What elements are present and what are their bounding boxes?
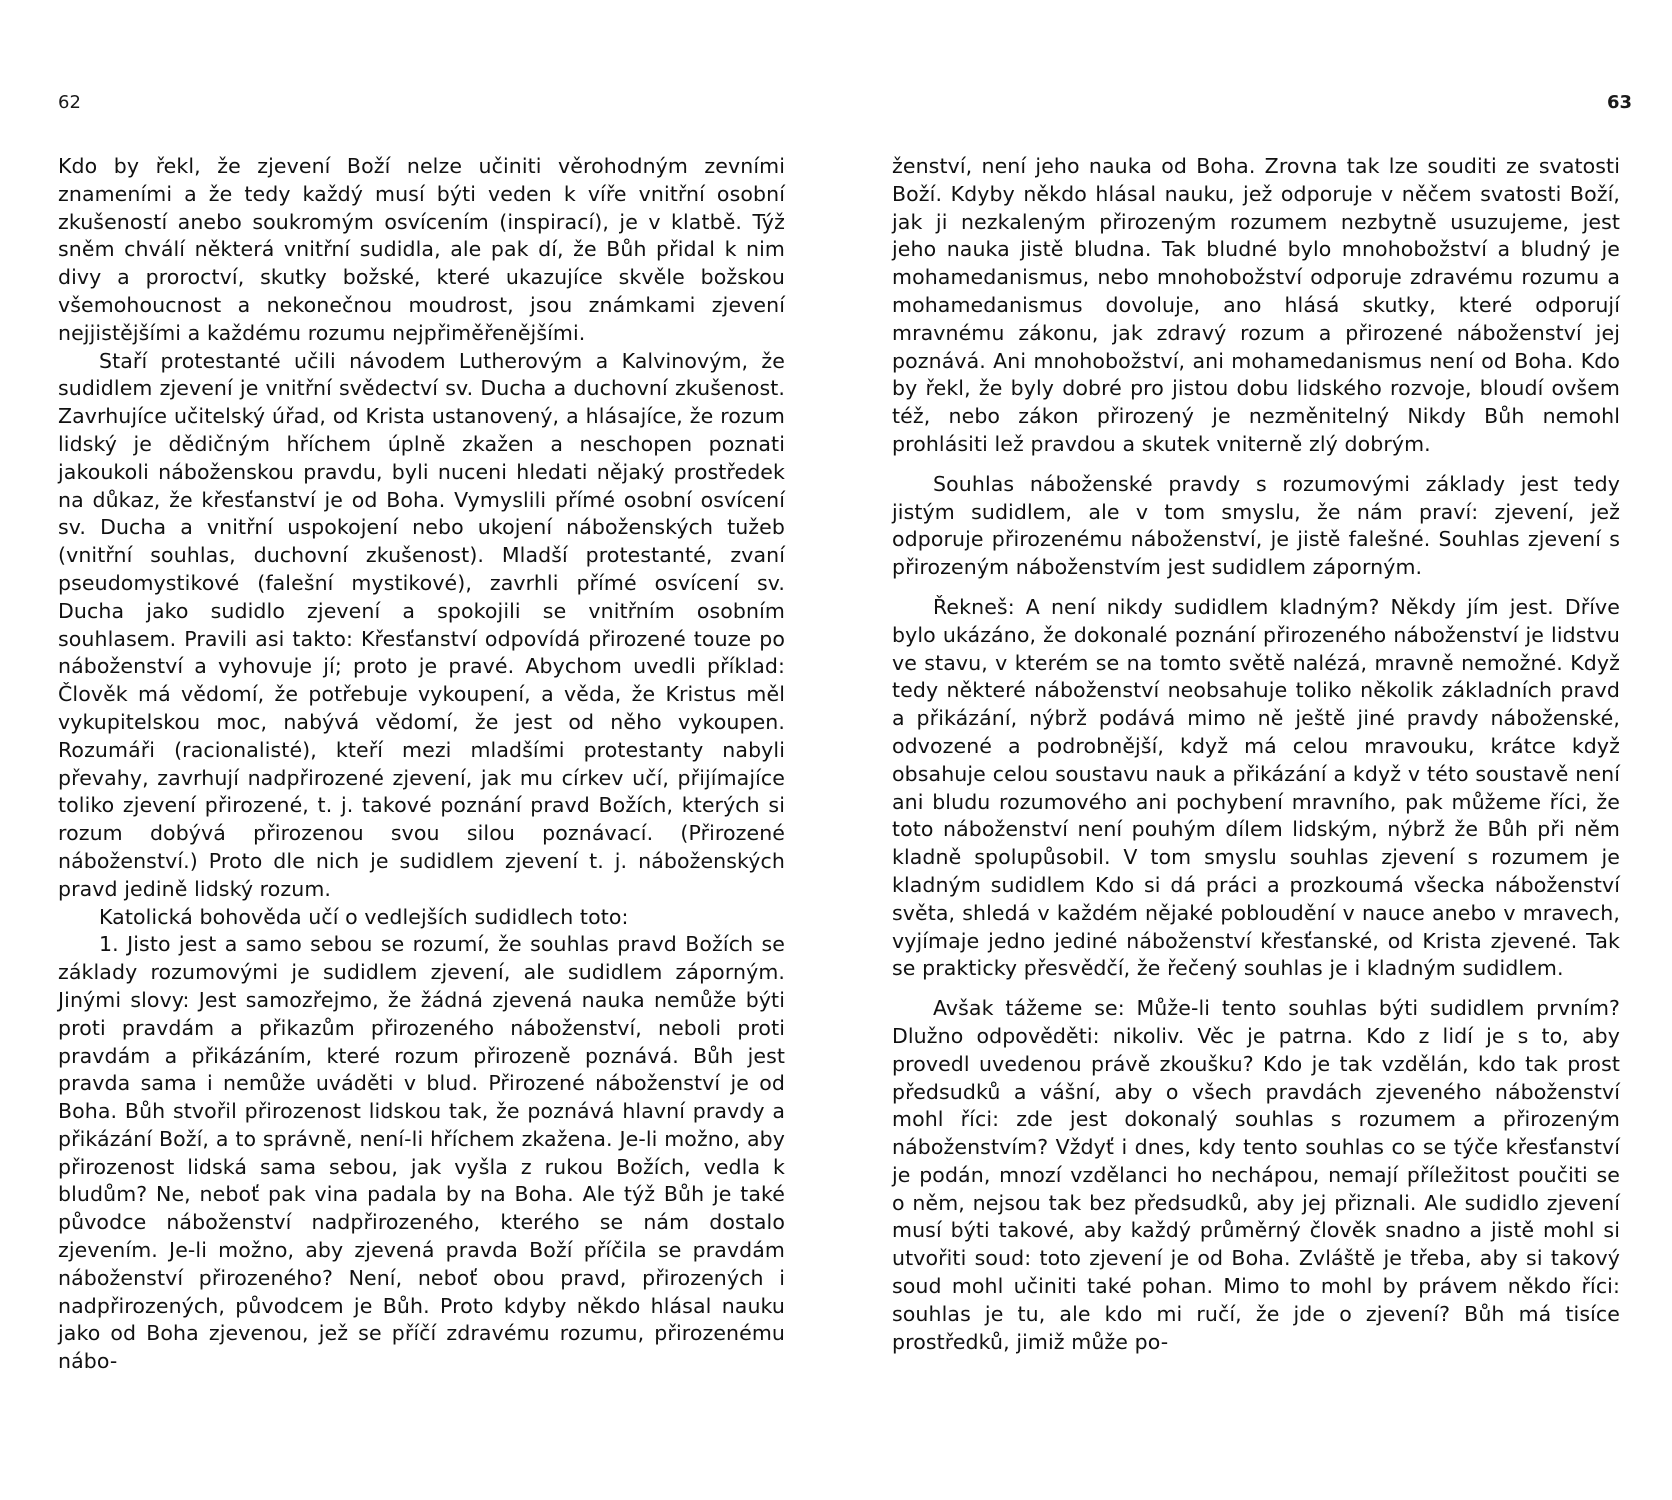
- right-page: [836, 0, 1672, 1500]
- left-page-text-column: [58, 153, 785, 1376]
- paragraph: Katolická bohověda učí o vedlejších sudidlech toto:: [99, 904, 629, 929]
- paragraph: Kdo by řekl, že zjevení Boží nelze učiniti věrohodným zevními znameními a že tedy každý musí býti veden k víře vnitřní osobní zkušeností anebo soukromým osvícením (inspirací), je v klatbě. Týž sněm chválí některá vnitřní sudidla, ale pak dí, že Bůh přidal k nim divy a proroctví, skutky božské, které ukazujíce skvěle božskou všemohoucnost a nekonečnou moudrost, jsou známkami zjevení nejjistějšími a každému rozumu nejpřiměřenějšími.: [58, 154, 785, 345]
- paragraph: Souhlas náboženské pravdy s rozumovými základy jest tedy jistým sudidlem, ale v tom smyslu, že nám praví: zjevení, jež odporuje přirozenému náboženství, je jistě falešné. Souhlas zjevení s přirozeným náboženstvím jest sudidlem záporným.: [892, 471, 1620, 580]
- paragraph: Řekneš: A není nikdy sudidlem kladným? Někdy jím jest. Dříve bylo ukázáno, že dokonalé poznání přirozeného náboženství je lidstvu ve stavu, v kterém se na tomto světě nalézá, mravně nemožné. Když tedy některé náboženství neobsahuje toliko několik základních pravd a přikázání, nýbrž podává mimo ně ještě jiné pravdy náboženské, odvozené a podrobnější, když má celou mravouku, krátce když obsahuje celou soustavu nauk a přikázání a když v této soustavě není ani bludu rozumového ani pochybení mravního, pak můžeme říci, že toto náboženství není pouhým dílem lidským, nýbrž že Bůh při něm kladně spolupůsobil. V tom smyslu souhlas zjevení s rozumem je kladným sudidlem Kdo si dá práci a prozkoumá všecka náboženství světa, shledá v každém nějaké pobloudění v nauce anebo v mravech, vyjímaje jedno jediné náboženství křesťanské, od Krista zjevené. Tak se prakticky přesvědčí, že řečený souhlas je i kladným sudidlem.: [892, 594, 1620, 981]
- page-number-left: 62: [58, 92, 81, 113]
- paragraph: ženství, není jeho nauka od Boha. Zrovna tak lze souditi ze svatosti Boží. Kdyby někdo hlásal nauku, jež odporuje v něčem svatosti Boží, jak ji nezkaleným přirozeným rozumem nezbytně usuzujeme, jest jeho nauka jistě bludna. Tak bludné bylo mnohobožství a bludný je mohamedanismus, nebo mnohobožství odporuje zdravému rozumu a mohamedanismus dovoluje, ano hlásá skutky, které odporují mravnému zákonu, jak zdravý rozum a přirozené náboženství jej poznává. Ani mnohobožství, ani mohamedanismus není od Boha. Kdo by řekl, že byly dobré pro jistou dobu lidského rozvoje, bloudí ovšem též, nebo zákon přirozený je nezměnitelný Nikdy Bůh nemohl prohlásiti lež pravdou a skutek vniterně zlý dobrým.: [892, 154, 1620, 456]
- page-number-right: 63: [1606, 92, 1632, 113]
- right-page-text-column: [892, 153, 1620, 1356]
- paragraph: Avšak tážeme se: Může-li tento souhlas býti sudidlem prvním? Dlužno odpověděti: nikoliv. Věc je patrna. Kdo z lidí je s to, aby provedl uvedenou právě zkoušku? Kdo je tak vzdělán, kdo tak prost předsudků a vášní, aby o všech pravdách zjeveného náboženství mohl říci: zde jest dokonalý souhlas s rozumem a přirozeným náboženstvím? Vždyť i dnes, kdy tento souhlas co se týče křesťanství je podán, mnozí vzdělanci ho nechápou, nemají příležitost poučiti se o něm, nejsou tak bez předsudků, aby jej přiznali. Ale sudidlo zjevení musí býti takové, aby každý průměrný člověk snadno a jistě mohl si utvořiti soud: toto zjevení je od Boha. Zvláště je třeba, aby si takový soud mohl učiniti také pohan. Mimo to mohl by právem někdo říci: souhlas je tu, ale kdo mi ručí, že jde o zjevení? Bůh má tisíce prostředků, jimiž může po-: [892, 996, 1620, 1354]
- paragraph: Staří protestanté učili návodem Lutherovým a Kalvinovým, že sudidlem zjevení je vnitřní svědectví sv. Ducha a duchovní zkušenost. Zavrhujíce učitelský úřad, od Krista ustanovený, a hlásajíce, že rozum lidský je dědičným hříchem úplně zkažen a neschopen poznati jakoukoli náboženskou pravdu, byli nuceni hledati nějaký prostředek na důkaz, že křesťanství je od Boha. Vymyslili přímé osobní osvícení sv. Ducha a vnitřní uspokojení nebo ukojení náboženských tužeb (vnitřní souhlas, duchovní zkušenost). Mladší protestanté, zvaní pseudomystikové (falešní mystikové), zavrhli přímé osvícení sv. Ducha jako sudidlo zjevení a spokojili se vnitřním osobním souhlasem. Pravili asi takto: Křesťanství odpovídá přirozené touze po náboženství a vyhovuje jí; proto je pravé. Abychom uvedli příklad: Člověk má vědomí, že potřebuje vykoupení, a věda, že Kristus měl vykupitelskou moc, nabývá vědomí, že jest od něho vykoupen. Rozumáři (racionalisté), kteří mezi mladšími protestanty nabyli převahy, zavrhují nadpřirozené zjevení, jak mu církev učí, přijímajíce toliko zjevení přirozené, t. j. takové poznání pravd Božích, kterých si rozum dobývá přirozenou svou silou poznávací. (Přirozené náboženství.) Proto dle nich je sudidlem zjevení t. j. náboženských pravd jedině lidský rozum.: [58, 348, 785, 901]
- paragraph: 1. Jisto jest a samo sebou se rozumí, že souhlas pravd Božích se základy rozumovými je sudidlem zjevení, ale sudidlem záporným. Jinými slovy: Jest samozřejmo, že žádná zjevená nauka nemůže býti proti pravdám a přikazům přirozeného náboženství, neboli proti pravdám a přikázáním, které rozum přirozeně poznává. Bůh jest pravda sama i nemůže uváděti v blud. Přirozené náboženství je od Boha. Bůh stvořil přirozenost lidskou tak, že poznává hlavní pravdy a přikázání Boží, a to správně, není-li hříchem zkažena. Je-li možno, aby přirozenost lidská sama sebou, jak vyšla z rukou Božích, vedla k bludům? Ne, neboť pak vina padala by na Boha. Ale týž Bůh je také původce náboženství nadpřirozeného, kterého se nám dostalo zjevením. Je-li možno, aby zjevená pravda Boží příčila se pravdám náboženství přirozeného? Není, neboť obou pravd, přirozených i nadpřirozených, původcem je Bůh. Proto kdyby někdo hlásal nauku jako od Boha zjevenou, jež se příčí zdravému rozumu, přirozenému nábo-: [58, 932, 785, 1374]
